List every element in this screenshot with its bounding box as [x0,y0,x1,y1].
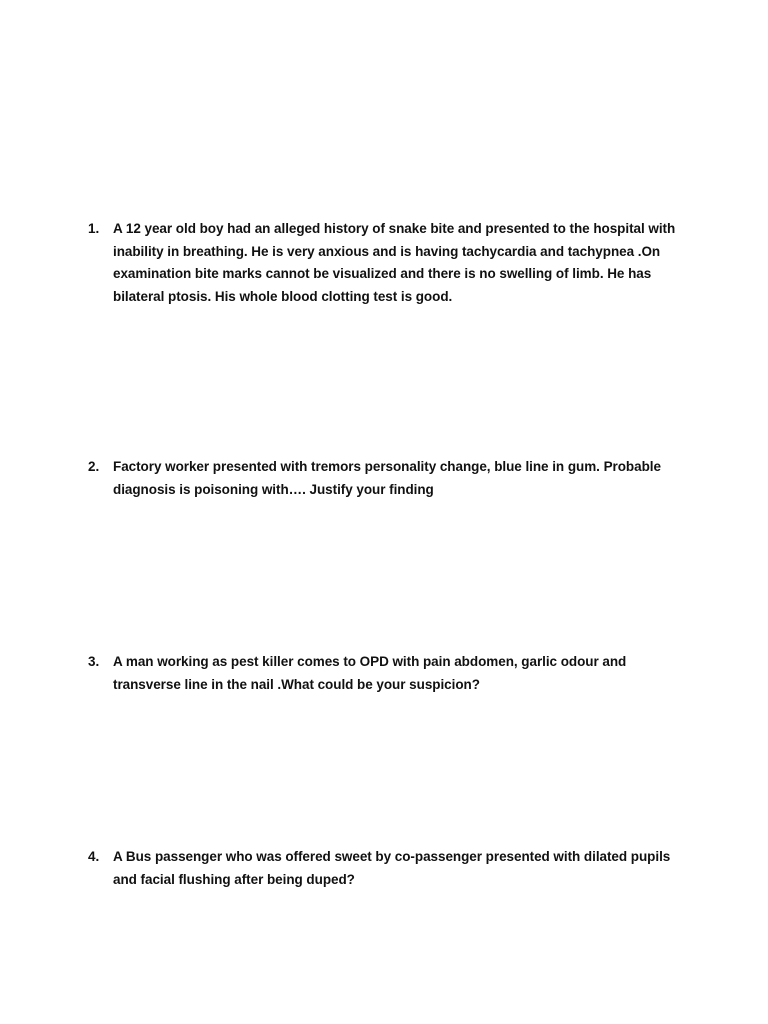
question-number: 1. [88,221,100,236]
question-item-1 [88,218,678,308]
question-number: 2. [88,459,100,474]
question-item-3 [88,651,678,696]
question-text: Factory worker presented with tremors personality change, blue line in gum. Probable diagnosis is poisoning with…. Justify your finding [113,459,661,497]
question-item-4 [88,846,678,891]
question-text: A 12 year old boy had an alleged history of snake bite and presented to the hospital with inability in breathing. He is very anxious and is having tachycardia and tachypnea .On examination bite marks cannot be visualized and there is no swelling of limb. He has bilateral ptosis. His whole blood clotting test is good. [113,221,676,304]
question-text: A man working as pest killer comes to OPD with pain abdomen, garlic odour and transverse line in the nail .What could be your suspicion? [113,654,627,692]
question-number: 4. [88,849,100,864]
question-text: A Bus passenger who was offered sweet by co-passenger presented with dilated pupils and facial flushing after being duped? [113,849,671,887]
question-item-2 [88,456,678,501]
question-number: 3. [88,654,100,669]
